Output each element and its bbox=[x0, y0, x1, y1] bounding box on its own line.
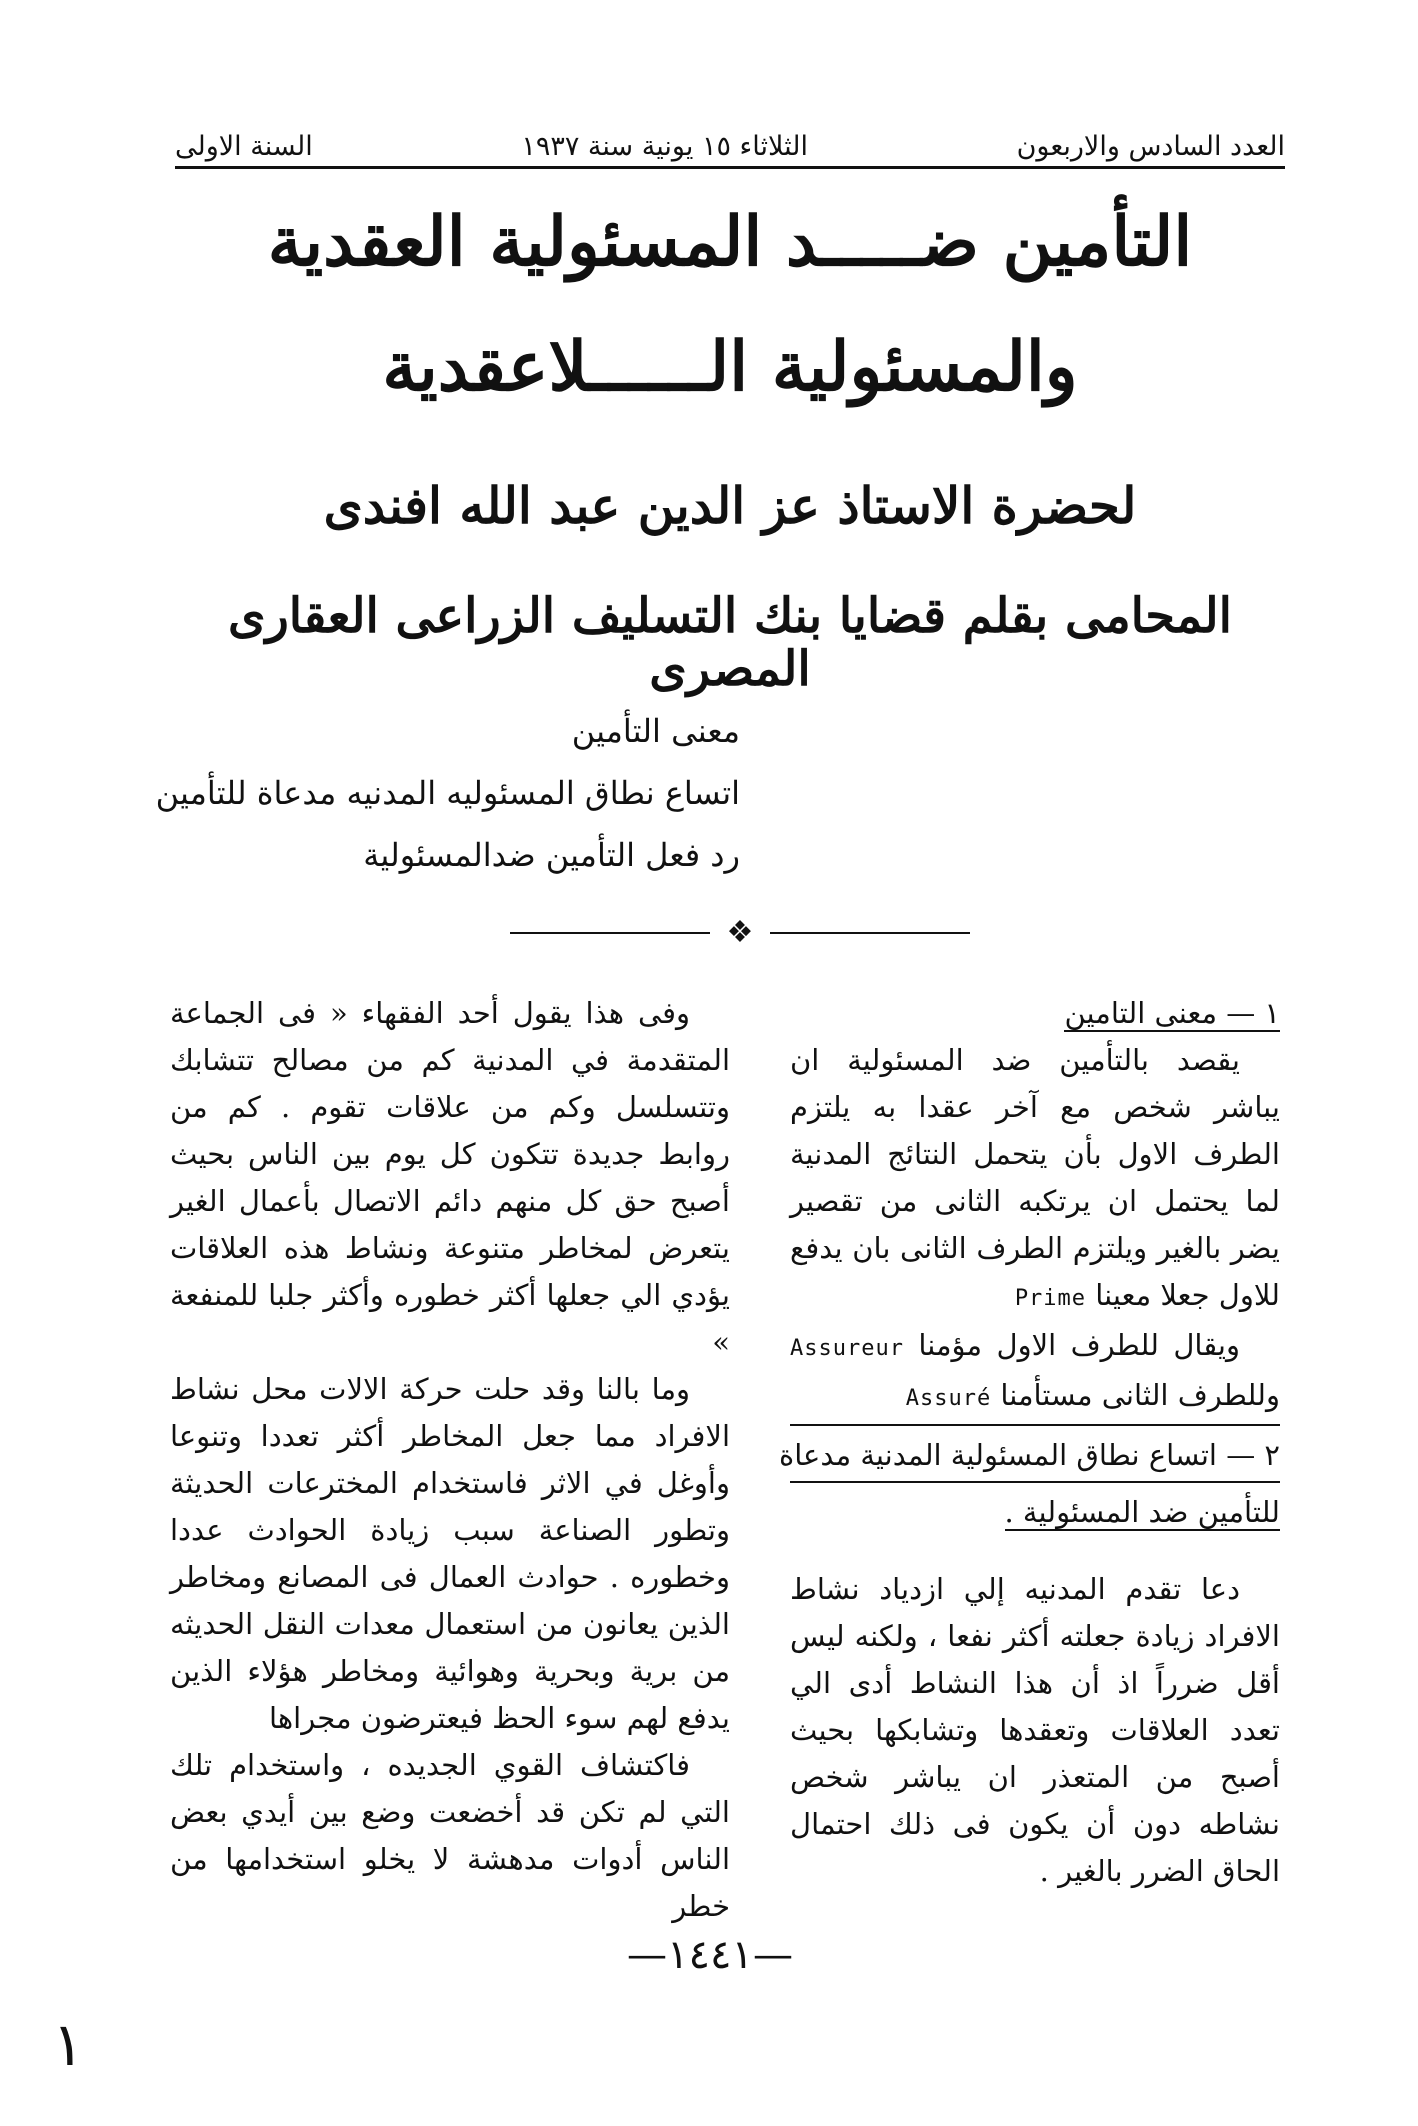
heading-rule bbox=[790, 1424, 1280, 1426]
author-affiliation: المحامى بقلم قضايا بنك التسليف الزراعى العقارى المصرى bbox=[228, 588, 1232, 697]
latin-term: Assuré bbox=[905, 1386, 992, 1411]
section-heading-text: ١ — معنى التامين bbox=[1064, 996, 1280, 1030]
paragraph: وما بالنا وقد حلت حركة الالات محل نشاط الافراد مما جعل المخاطر أكثر تعددا وتنوعا وأوغل في الاثر فاستخدام المخترعات الحديثة وتطور الصناعة سبب زيادة الحوادث عددا وخطوره . حوادث العمال فى المصانع ومخاطر الذين يعانون من استعمال معدات النقل الحديثه من برية وبحرية وهوائية ومخاطر هؤلاء الذين يدفع لهم سوء الحظ فيعترضون مجراها bbox=[170, 1372, 730, 1735]
left-column bbox=[170, 990, 730, 1930]
right-column bbox=[779, 990, 1280, 1895]
publication-year: السنة الاولى bbox=[175, 131, 313, 162]
diamond-ornament-icon: ❖ bbox=[726, 915, 754, 950]
article-title-line-1: التأمين ضـــــد المسئولية العقدية bbox=[267, 202, 1193, 282]
heading-rule bbox=[790, 1481, 1280, 1483]
paragraph-text: ويقال للطرف الاول مؤمنا bbox=[918, 1328, 1241, 1362]
latin-term: Assureur bbox=[790, 1336, 904, 1361]
topics-list bbox=[155, 700, 740, 886]
running-header bbox=[175, 118, 1285, 162]
handwritten-mark: ١ bbox=[52, 2010, 85, 2080]
section-heading: ٢ — اتساع نطاق المسئولية المدنية مدعاة bbox=[779, 1438, 1280, 1472]
section-heading bbox=[790, 1489, 1280, 1536]
topic-item: رد فعل التأمين ضدالمسئولية bbox=[363, 836, 740, 874]
article-title-line-2: والمسئولية الــــــلاعقدية bbox=[382, 327, 1078, 407]
header-rule bbox=[175, 166, 1285, 169]
paragraph: فاكتشاف القوي الجديده ، واستخدام تلك التي لم تكن قد أخضعت وضع بين أيدي بعض الناس أدوات مدهشة لا يخلو استخدامها من خطر bbox=[170, 1748, 730, 1923]
paragraph bbox=[790, 1322, 1280, 1422]
latin-term: Prime bbox=[1014, 1286, 1087, 1311]
author-line: لحضرة الاستاذ عز الدين عبد الله افندى bbox=[323, 476, 1137, 535]
issue-date: الثلاثاء ١٥ يونية سنة ١٩٣٧ bbox=[521, 131, 808, 162]
section-heading-text: للتأمين ضد المسئولية . bbox=[1004, 1495, 1280, 1529]
spacer bbox=[790, 1536, 1280, 1566]
topic-item: اتساع نطاق المسئوليه المدنيه مدعاة للتأمين bbox=[155, 774, 740, 812]
section-divider bbox=[500, 915, 980, 951]
paragraph-text: وللطرف الثانى مستأمنا bbox=[1000, 1378, 1280, 1412]
page-number: —١٤٤١— bbox=[627, 1932, 793, 1978]
paragraph: وفى هذا يقول أحد الفقهاء « فى الجماعة المتقدمة في المدنية كم من مصالح تتشابك وتتسلسل وكم من علاقات تقوم . كم من روابط جديدة تتكون كل يوم بين الناس بحيث أصبح حق كل منهم دائم الاتصال بأعمال الغير يتعرض لمخاطر متنوعة ونشاط هذه العلاقات يؤدي الي جعلها أكثر خطوره وأكثر جلبا للمنفعة » bbox=[170, 996, 730, 1359]
section-heading bbox=[790, 990, 1280, 1037]
divider-line bbox=[770, 932, 970, 934]
paragraph: دعا تقدم المدنيه إلي ازدياد نشاط الافراد زيادة جعلته أكثر نفعا ، ولكنه ليس أقل ضرراً اذ أن هذا النشاط أدى الي تعدد العلاقات وتعقدها وتشابكها بحيث أصبح من المتعذر ان يباشر شخص نشاطه دون أن يكون فى ذلك احتمال الحاق الضرر بالغير . bbox=[790, 1572, 1280, 1888]
paragraph bbox=[790, 1037, 1280, 1322]
divider-line bbox=[510, 932, 710, 934]
topic-item: معنى التأمين bbox=[571, 712, 740, 750]
issue-number: العدد السادس والاربعون bbox=[1016, 131, 1285, 162]
paragraph-text: يقصد بالتأمين ضد المسئولية ان يباشر شخص مع آخر عقدا به يلتزم الطرف الاول بأن يتحمل النتائج المدنية لما يحتمل ان يرتكبه الثانى من تقصير يضر بالغير ويلتزم الطرف الثانى بان يدفع للاول جعلا معينا bbox=[790, 1043, 1280, 1312]
